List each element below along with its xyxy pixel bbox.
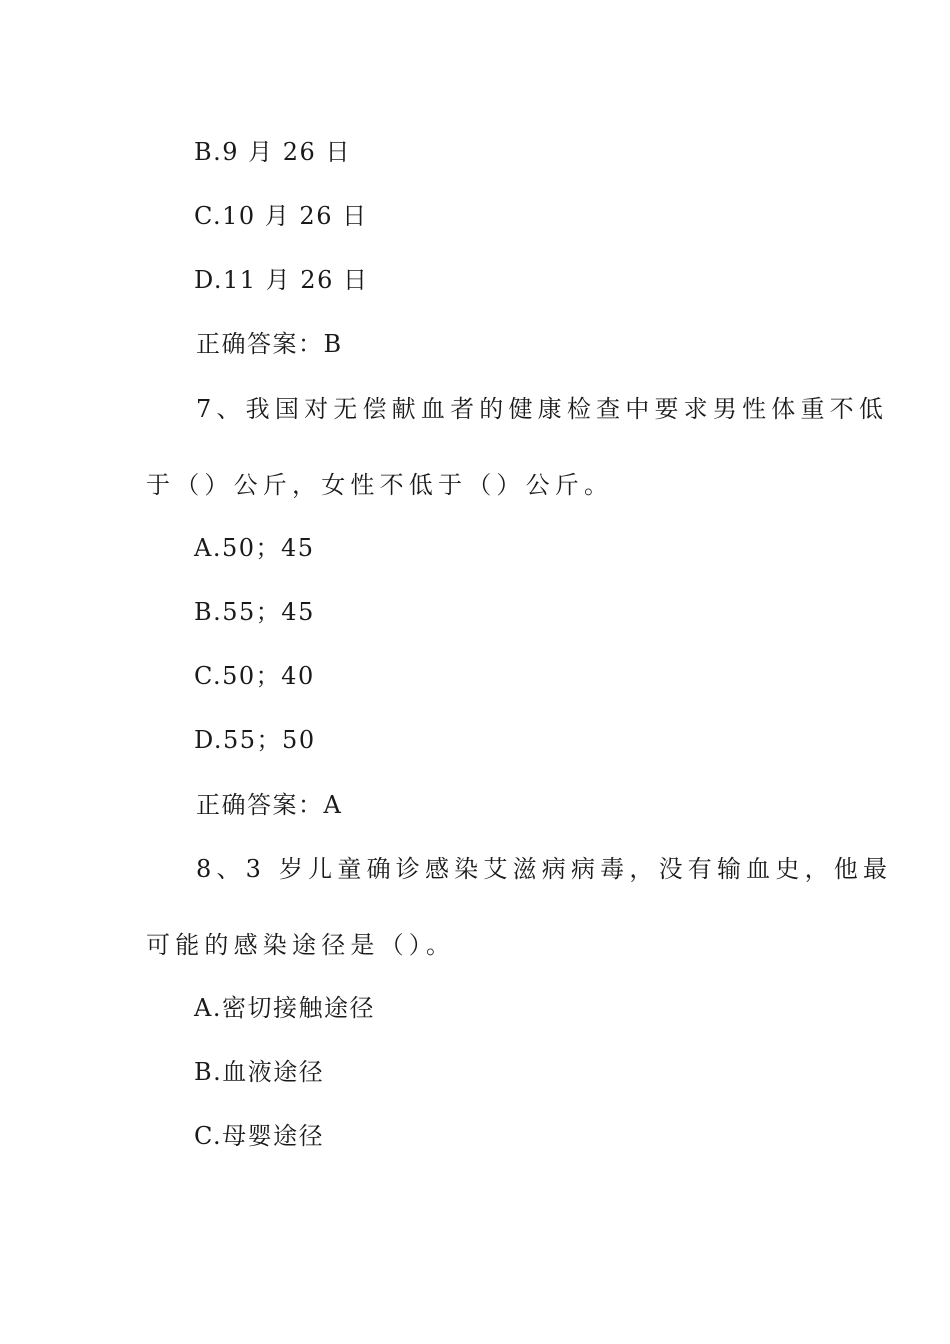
question-8-option-b: B.血液途径 (194, 1058, 325, 1086)
question-6-option-d: D.11 月 26 日 (194, 266, 369, 294)
question-7-option-d: D.55；50 (194, 726, 316, 754)
question-7-text-line-1: 7、我国对无偿献血者的健康检查中要求男性体重不低 (196, 395, 889, 423)
question-6-option-b: B.9 月 26 日 (194, 138, 351, 166)
question-8-text-line-1: 8、3 岁儿童确诊感染艾滋病病毒，没有输血史，他最 (196, 855, 893, 883)
question-7-option-a: A.50；45 (194, 534, 315, 562)
question-7-answer: 正确答案：A (196, 791, 343, 819)
question-8-option-c: C.母婴途径 (194, 1122, 325, 1150)
question-8-option-a: A.密切接触途径 (194, 994, 375, 1022)
question-6-option-c: C.10 月 26 日 (194, 202, 368, 230)
question-8-text-line-2: 可能的感染途径是（）。 (146, 931, 456, 959)
question-7-option-b: B.55；45 (194, 598, 315, 626)
question-6-answer: 正确答案：B (196, 330, 343, 358)
question-7-text-line-2: 于（）公斤，女性不低于（）公斤。 (146, 471, 614, 499)
question-7-option-c: C.50；40 (194, 662, 315, 690)
